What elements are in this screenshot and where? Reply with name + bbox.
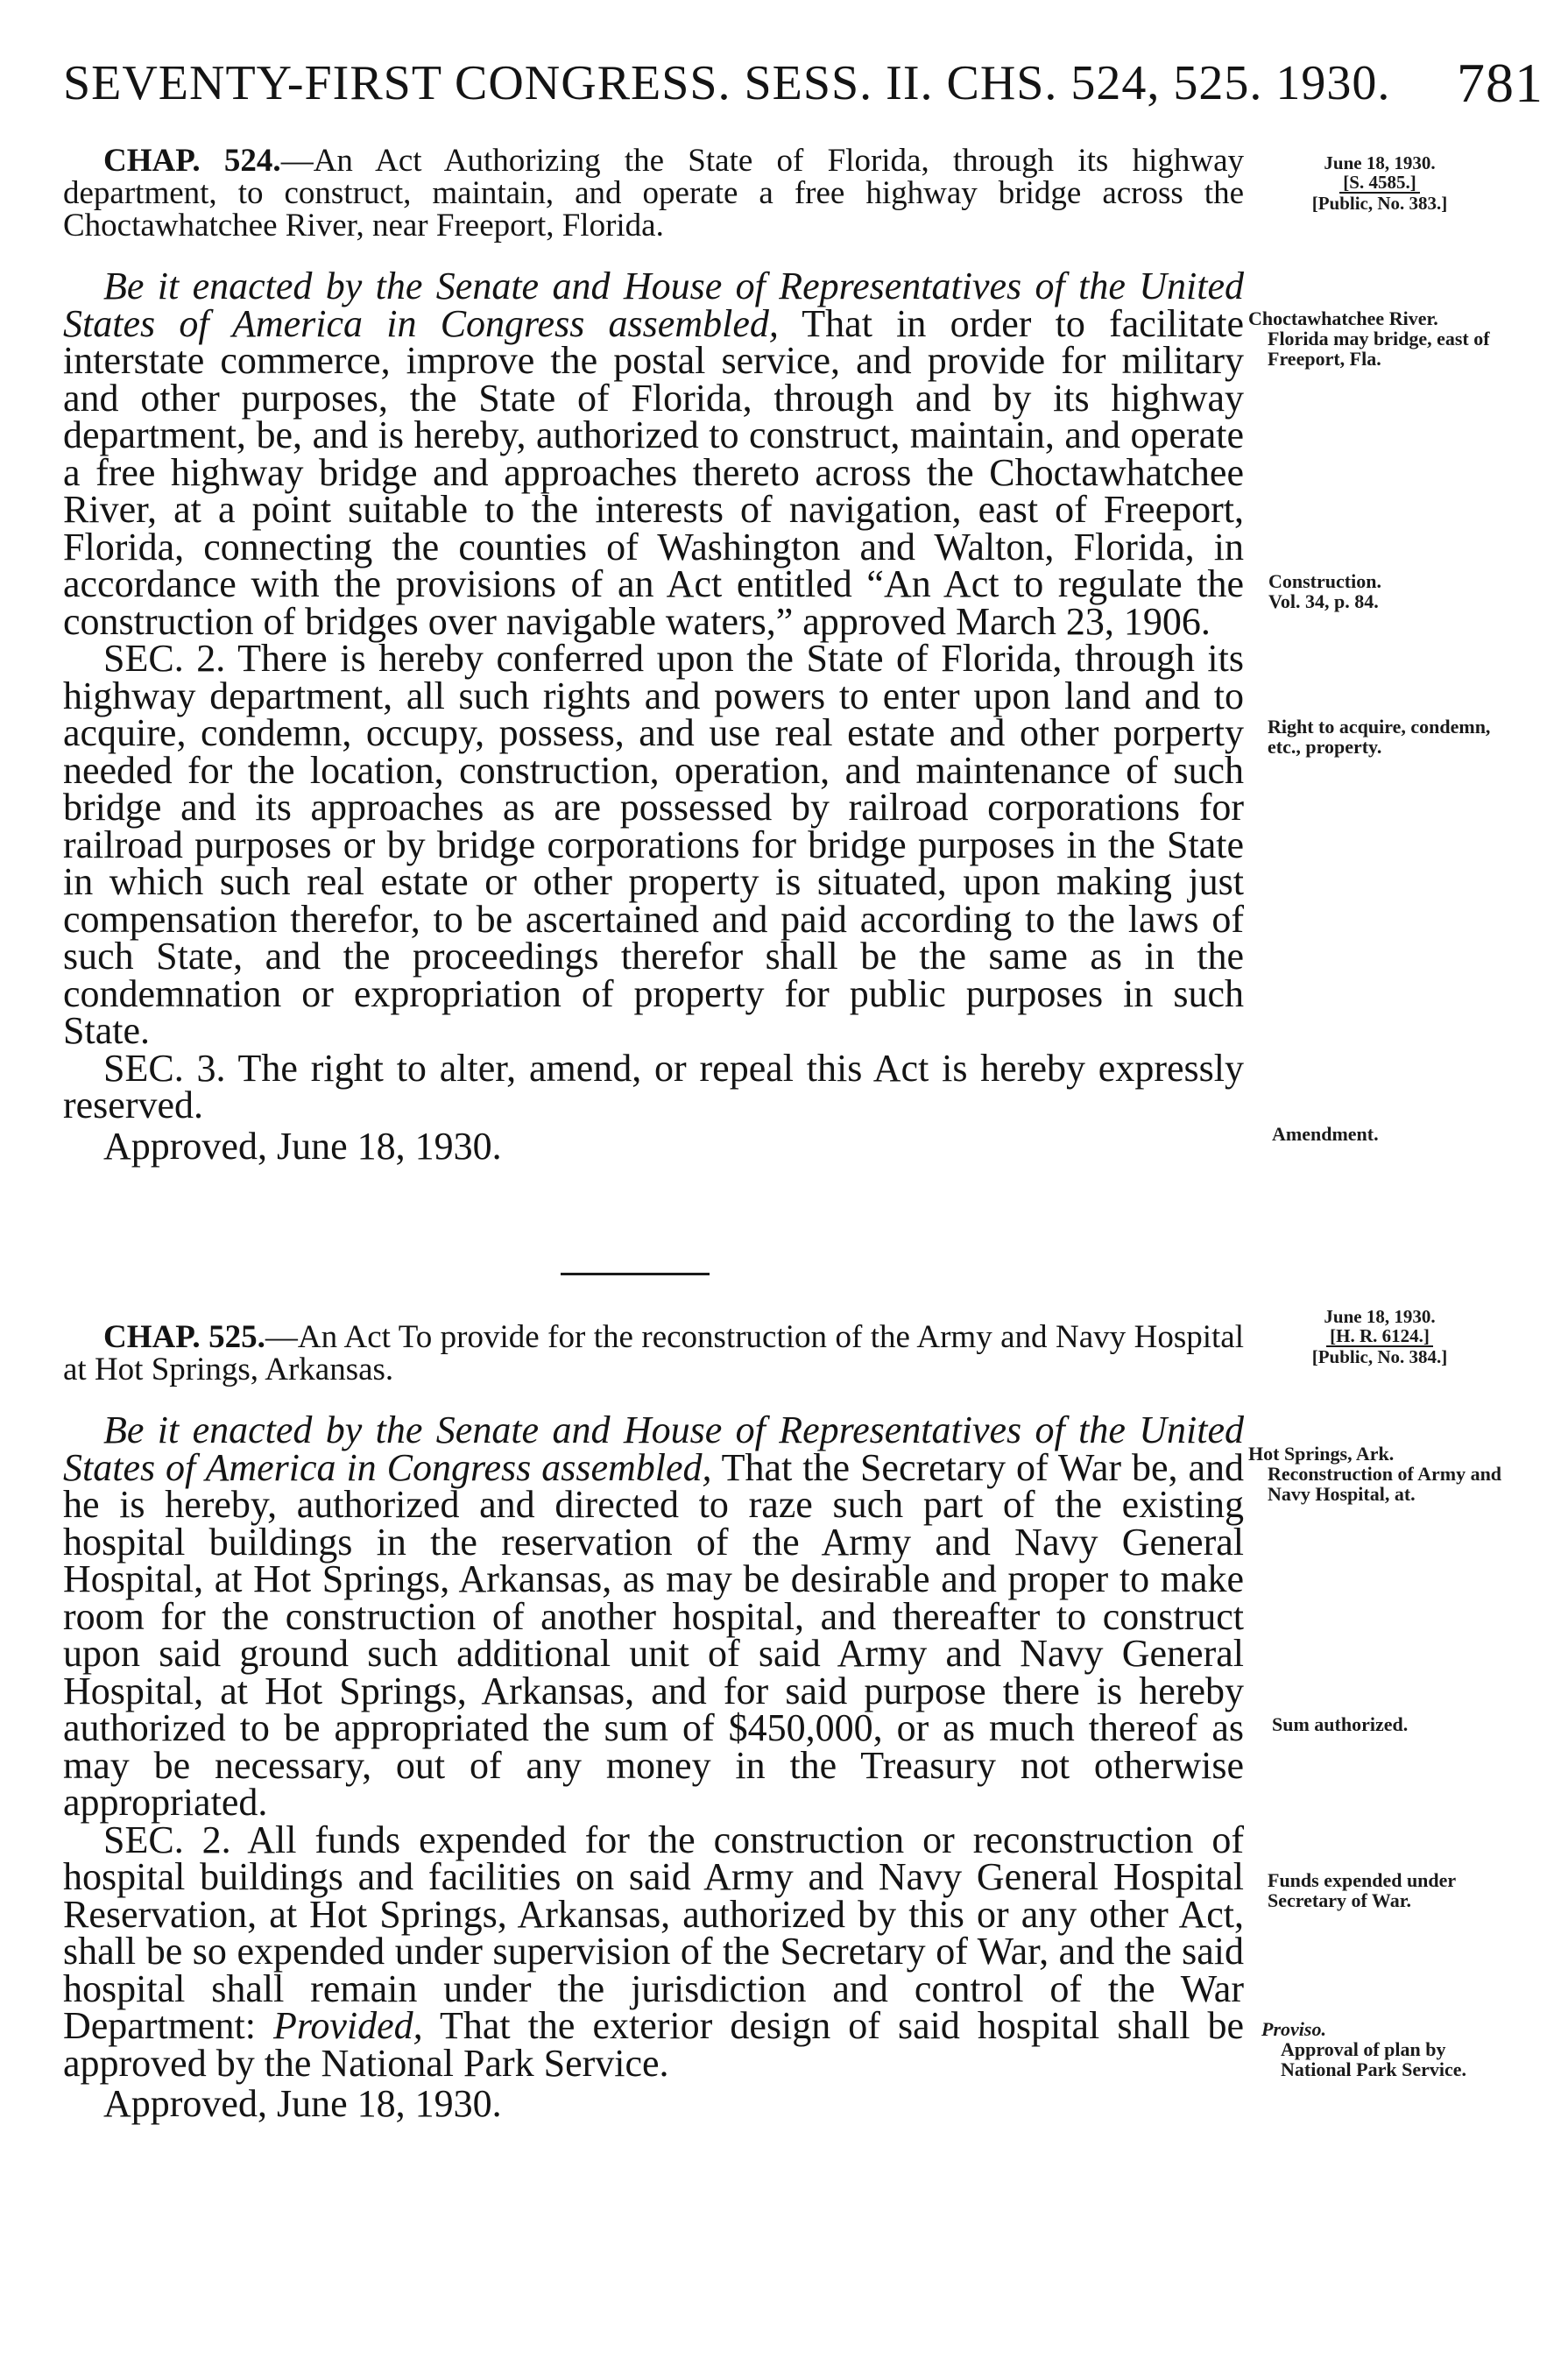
- margin-note-construction-sub: Vol. 34, p. 84.: [1268, 590, 1379, 612]
- chapter-524-section-3-label: SEC. 3.: [103, 1046, 226, 1090]
- margin-note-funds-expended: [1248, 1870, 1502, 1910]
- margin-note-funds-expended-text: Funds expended under Secretary of War.: [1268, 1869, 1456, 1911]
- chapter-525-section-2: [63, 1818, 1245, 2085]
- chapter-525-section-1: [63, 1408, 1244, 1824]
- chapter-525-label: CHAP. 525.: [103, 1319, 265, 1355]
- running-head: [63, 44, 1543, 123]
- chapter-524-section-2: [63, 637, 1244, 1052]
- chapter-524-bill-number: [S. 4585.]: [1339, 173, 1419, 194]
- margin-note-choctawhatchee-sub: Florida may bridge, east of Freeport, Fla.: [1268, 328, 1490, 370]
- margin-note-amendment-text: Amendment.: [1272, 1123, 1379, 1145]
- margin-note-choctawhatchee: [1248, 308, 1511, 369]
- chapter-524-approved: Approved, June 18, 1930.: [103, 1124, 502, 1168]
- chapter-524-date: June 18, 1930.: [1324, 152, 1436, 173]
- chapter-525-section-2-label: SEC. 2.: [103, 1818, 231, 1861]
- chapter-525-heading: [63, 1321, 1244, 1386]
- margin-note-amendment: [1272, 1124, 1500, 1144]
- chapter-525-section-2-text-a: All funds expended for the construction or reconstruction of hospital buildings and facilities on said Army and Navy General Hospital Reservation, at Hot Springs, Arkansas, authorized by this or any other Act, shall be so expended under supervision of the Secretary of War, and the said hospital shall remain under the jurisdiction and control of the War Department:: [63, 1818, 1244, 2047]
- chapter-525: [63, 1321, 1244, 2123]
- chapter-524-section-1: [63, 265, 1244, 643]
- margin-note-hot-springs-sub: Reconstruction of Army and Navy Hospital, at.: [1268, 1463, 1502, 1505]
- chapter-525-section-2-text-b: That the exterior design of said hospital shall be approved by the National Park Service.: [63, 2004, 1245, 2085]
- running-head-title: SEVENTY-FIRST CONGRESS. SESS. II. CHS. 524, 525. 1930.: [63, 56, 1391, 110]
- margin-note-construction: [1268, 571, 1496, 611]
- chapter-524-section-3-text: The right to alter, amend, or repeal this Act is hereby expressly reserved.: [63, 1046, 1244, 1126]
- page-number: 781: [1457, 52, 1543, 114]
- margin-note-sum-authorized-text: Sum authorized.: [1272, 1713, 1409, 1735]
- chapter-525-bill-reference: [1261, 1307, 1498, 1366]
- margin-note-proviso: [1261, 2019, 1515, 2079]
- chapter-524-section-2-label: SEC. 2.: [103, 637, 226, 680]
- chapter-525-date: June 18, 1930.: [1324, 1306, 1436, 1327]
- margin-note-hot-springs: [1248, 1444, 1511, 1504]
- margin-note-construction-title: Construction.: [1268, 570, 1381, 592]
- chapter-525-section-1-text: That the Secretary of War be, and he is hereby, authorized and directed to raze such part of the existing hospital buildings in the reservation of the Army and Navy General Hospital, at Hot Springs, Arkansas, as may be desirable and proper to make room for the construction of another hospital, and thereafter to construct upon said ground such additional unit of said Army and Navy General Hospital, at Hot Springs, Arkansas, and for said purpose there is hereby authorized to be appropriated the sum of $450,000, or as much thereof as may be necessary, out of any money in the Treasury not otherwise appropriated.: [63, 1445, 1244, 1824]
- chapter-524-public-number: [Public, No. 383.]: [1311, 193, 1448, 214]
- chapter-524-bill-reference: [1261, 153, 1498, 213]
- chapter-524-title: —An Act Authorizing the State of Florida, through its highway department, to construct, maintain, and operate a free highway bridge across the Choctawhatchee River, near Freeport, Florida.: [63, 143, 1244, 244]
- chapter-524-section-3: [63, 1046, 1244, 1126]
- chapter-525-approved: Approved, June 18, 1930.: [103, 2082, 502, 2125]
- chapter-524-heading: [63, 145, 1244, 242]
- chapter-524-section-2-text: There is hereby conferred upon the State of Florida, through its highway department, all such rights and powers to enter upon land and to acquire, condemn, occupy, possess, and use real estate and other porperty needed for the location, construction, operation, and maintenance of such bridge and its approaches as are possessed by railroad corporations for railroad purposes or by bridge corporations for bridge purposes in the State in which such real estate or other property is situated, upon making just compensation therefor, to be ascertained and paid according to the laws of such State, and the proceedings therefor shall be the same as in the condemnation or expropriation of property for public purposes in such State.: [63, 637, 1244, 1052]
- chapter-524: [63, 143, 1244, 1168]
- chapter-524-enacting-clause: Be it enacted by the Senate and House of Representatives of the United States of America in Congress assembled,: [63, 265, 1244, 345]
- margin-note-proviso-sub: Approval of plan by National Park Service.: [1281, 2038, 1467, 2080]
- chapter-525-provided: Provided,: [273, 2004, 423, 2047]
- margin-note-choctawhatchee-title: Choctawhatchee River.: [1248, 307, 1438, 329]
- chapter-524-section-1-text: That in order to facilitate interstate commerce, improve the postal service, and provide for military and other purposes, the State of Florida, through and by its highway department, be, and is hereby, authorized to construct, maintain, and operate a free highway bridge and approaches thereto across the Choctawhatchee River, at a point suitable to the interests of navigation, east of Freeport, Florida, connecting the counties of Washington and Walton, Florida, in accordance with the provisions of an Act entitled “An Act to regulate the construction of bridges over navigable waters,” approved March 23, 1906.: [63, 301, 1244, 643]
- margin-note-right-to-acquire: [1248, 717, 1502, 757]
- chapter-separator-rule: [561, 1273, 710, 1275]
- chapter-524-label: CHAP. 524.: [103, 143, 281, 179]
- margin-note-right-to-acquire-text: Right to acquire, condemn, etc., property.: [1268, 716, 1491, 758]
- chapter-525-title: —An Act To provide for the reconstruction of the Army and Navy Hospital at Hot Springs, Arkansas.: [63, 1319, 1244, 1387]
- margin-note-proviso-title: Proviso.: [1261, 2018, 1326, 2040]
- chapter-525-enacting-clause: Be it enacted by the Senate and House of Representatives of the United States of America in Congress assembled,: [63, 1408, 1244, 1489]
- margin-note-sum-authorized: [1272, 1714, 1500, 1734]
- chapter-525-public-number: [Public, No. 384.]: [1311, 1346, 1448, 1367]
- chapter-525-bill-number: [H. R. 6124.]: [1326, 1326, 1433, 1347]
- margin-note-hot-springs-title: Hot Springs, Ark.: [1248, 1443, 1395, 1465]
